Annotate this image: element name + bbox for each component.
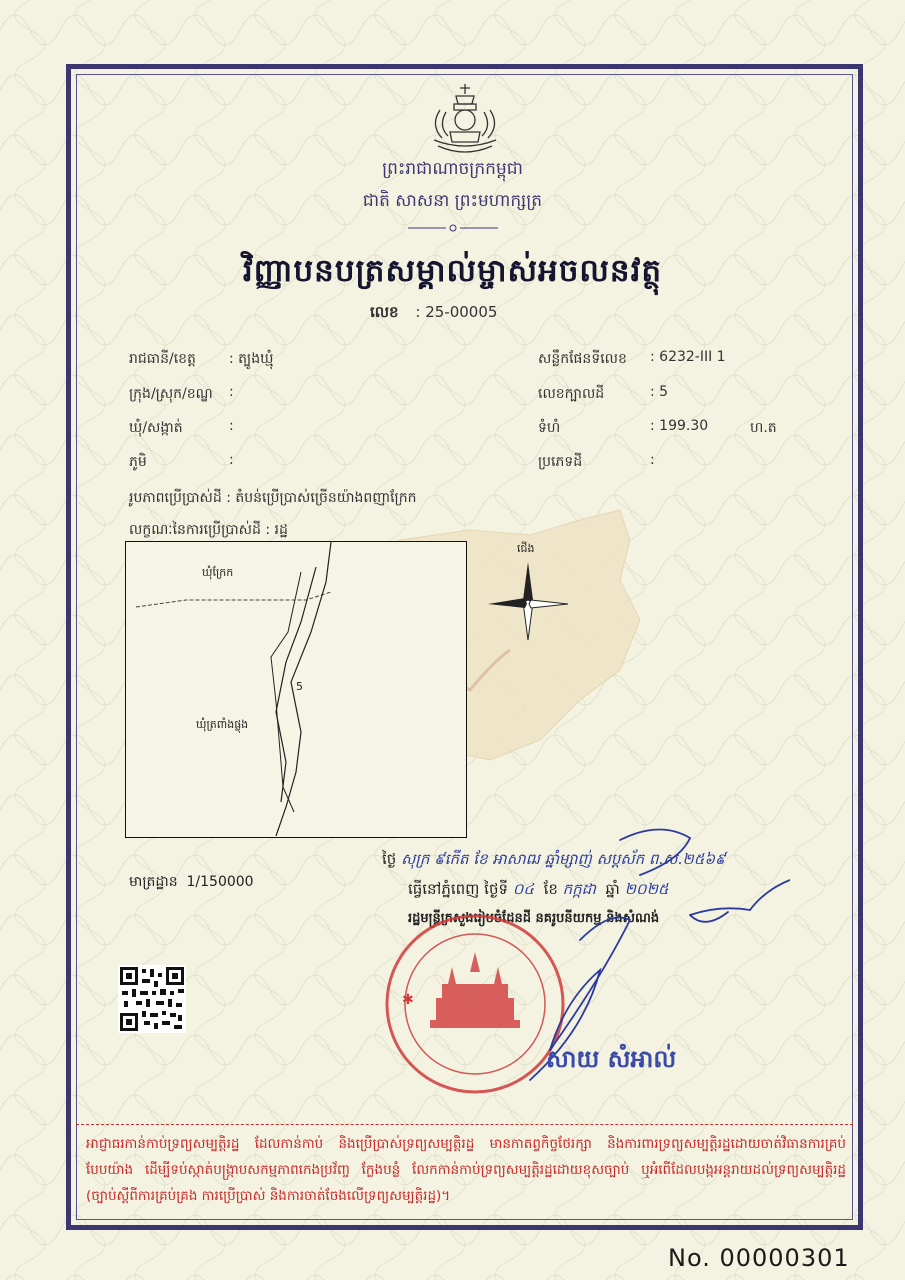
certificate-number: លេខ : 25-00005 [370,303,498,321]
field-parcel-number: លេខក្បាលដី : 5 [538,384,669,402]
field-land-type: ប្រភេទដី : [538,452,655,470]
field-district: ក្រុង/ស្រុក/ខណ្ឌ : [129,384,234,402]
svg-text:✱: ✱ [402,992,414,1008]
map-label-commune-north: ឃុំក្រែក [202,566,234,579]
area-unit: ហ.ត [750,420,777,436]
field-land-use-form: រូបភាពប្រើប្រាស់ដី : តំបន់ប្រើប្រាស់ច្រើនយ៉ាងពញាក្រែក [129,490,417,506]
kingdom-name: ព្រះរាជាណាចក្រកម្ពុជា [382,159,523,179]
qr-code-icon [118,965,186,1033]
field-land-use-nature: លក្ខណៈនៃការប្រើប្រាស់ដី : រដ្ឋ [129,522,288,538]
serial-number: No. 00000301 [668,1244,850,1272]
national-motto: ជាតិ សាសនា ព្រះមហាក្សត្រ [362,191,543,211]
minister-title: រដ្ឋមន្ត្រីក្រសួងរៀបចំដែនដី នគរូបនីយកម្ម និងសំណង់ [408,911,660,926]
lunar-date-line: ថ្ងៃ សុក្រ ៩កើត ខែ អាសាឍ ឆ្នាំម្សាញ់ សប្តស័ក ព.ស.២៥៦៩ [382,850,726,868]
warning-divider [76,1124,853,1125]
certificate-title: វិញ្ញាបនបត្រសម្គាល់ម្ចាស់អចលនវត្ថុ [242,253,663,289]
compass-rose-icon [483,540,573,650]
certificate-number-label: លេខ [370,303,399,321]
field-area: ទំហំ : 199.30 ហ.ត [538,418,560,439]
warning-notice: អាជ្ញាធរកាន់កាប់ទ្រព្យសម្បត្តិរដ្ឋ ដែលកាន់កាប់ និងប្រើប្រាស់ទ្រព្យសម្បត្តិរដ្ឋ មានកាតព្វកិច្ចថែរក្សា និងការពារទ្រព្យសម្បត្តិរដ្ឋដោយចាត់វិធានការគ្រប់បែបយ៉ាង ដើម្បីទប់ស្កាត់បង្ក្រាបសកម្មភាពកេងប្រវ័ញ្ច ក្លែងបន្លំ លែកកាន់កាប់ទ្រព្យសម្បត្តិរដ្ឋដោយខុសច្បាប់ ឬអំពើដែលបង្កអន្តរាយដល់ទ្រព្យសម្បត្តិរដ្ឋ (ច្បាប់ស្តីពីការគ្រប់គ្រង ការប្រើប្រាស់ និងការចាត់ចែងលើទ្រព្យសម្បត្តិរដ្ឋ)។ [86,1136,846,1204]
north-label: ជើង [517,542,535,555]
map-label-parcel: 5 [296,680,303,693]
royal-emblem-icon [420,80,510,160]
field-map-sheet: សន្លឹកផែនទីលេខ : 6232-III 1 [538,349,726,367]
field-village: ភូមិ : [129,452,234,470]
map-label-commune-west: ឃុំត្រពាំងផ្លុង [196,718,249,731]
solar-date-line: ធ្វើនៅភ្នំពេញ ថ្ងៃទី ០៤ ខែ កក្កដា ឆ្នាំ ២០២៥ [408,880,669,898]
field-province: រាជធានី/ខេត្ត : ត្បូងឃ្មុំ [129,351,274,367]
certificate-number-value: 25-00005 [425,303,498,321]
parcel-map [125,541,467,838]
field-commune: ឃុំ/សង្កាត់ : [129,418,234,436]
ornament-divider [408,222,498,234]
map-scale: មាត្រដ្ឋាន 1/150000 [129,874,254,890]
signer-name: សាយ សំអាល់ [546,1045,677,1073]
